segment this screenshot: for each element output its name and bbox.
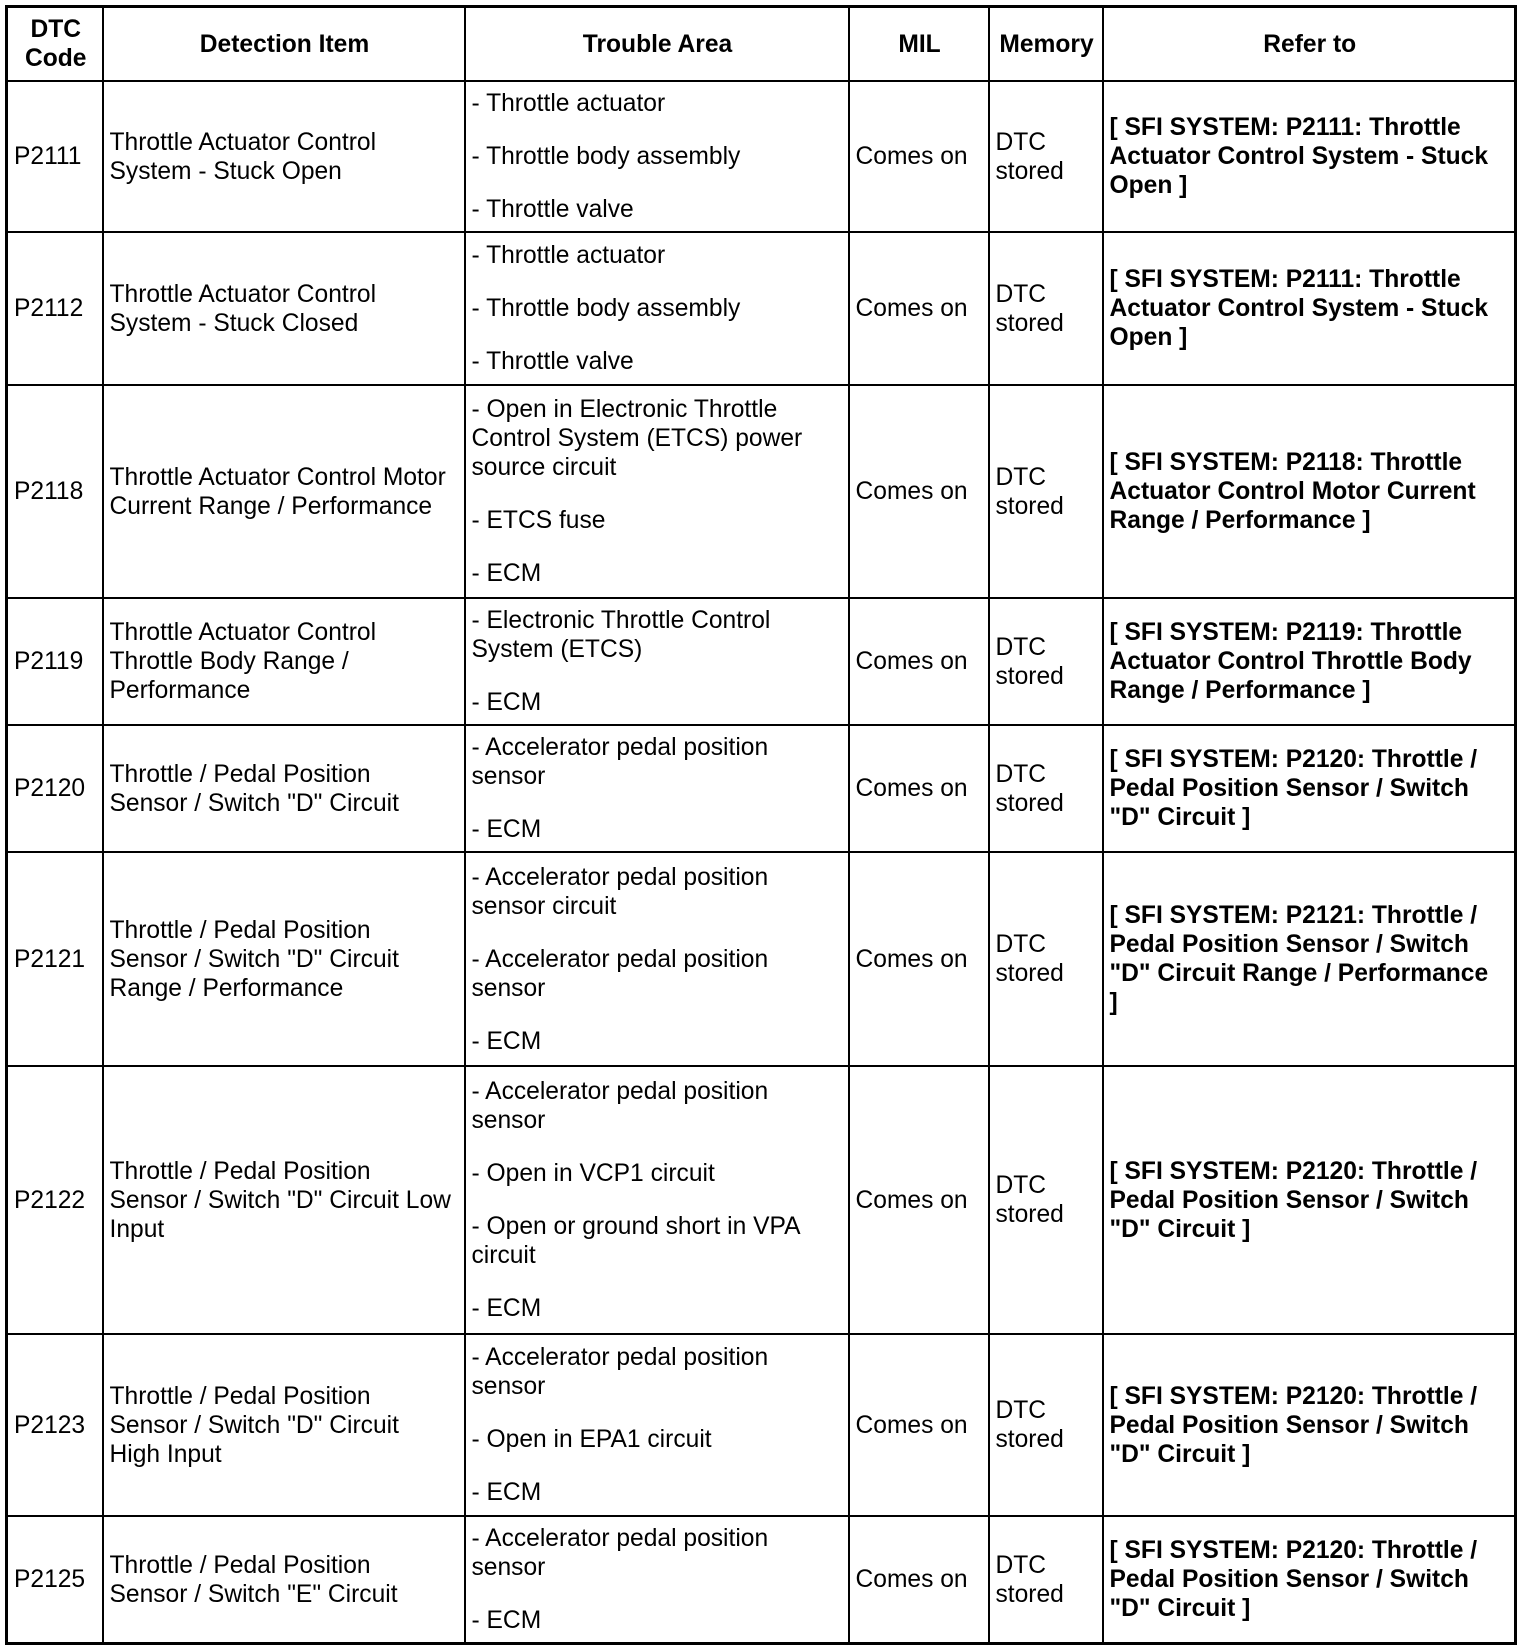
refer-to-link[interactable]: [ SFI SYSTEM: P2121: Throttle / Pedal Position Sensor / Switch "D" Circuit Range / Performance ] [1109,902,1489,1016]
table-row [7,81,1516,232]
cell-refer-to [1103,852,1516,1066]
trouble-area-item: - Accelerator pedal position sensor [471,945,769,1002]
trouble-area-item: - Accelerator pedal position sensor [471,1525,769,1581]
cell-mil: Comes on [849,81,989,232]
cell-refer-to [1103,725,1516,852]
cell-dtc-code: P2111 [7,81,103,232]
header-refer-to: Refer to [1103,7,1516,82]
cell-detection-item: Throttle Actuator Control System - Stuck Open [103,81,465,232]
trouble-area-item: - Open in VCP1 circuit [471,1160,715,1187]
trouble-area-item: - ECM [471,1295,542,1322]
cell-trouble-area [465,725,849,852]
cell-memory: DTC stored [989,852,1103,1066]
table-row [7,1334,1516,1516]
cell-detection-item: Throttle / Pedal Position Sensor / Switch "D" Circuit Low Input [103,1066,465,1334]
cell-trouble-area [465,81,849,232]
cell-detection-item: Throttle / Pedal Position Sensor / Switch "D" Circuit High Input [103,1334,465,1516]
cell-memory: DTC stored [989,1066,1103,1334]
cell-detection-item: Throttle / Pedal Position Sensor / Switch "D" Circuit [103,725,465,852]
cell-mil: Comes on [849,725,989,852]
trouble-area-item: - Throttle valve [471,348,634,375]
cell-memory: DTC stored [989,725,1103,852]
cell-memory: DTC stored [989,1516,1103,1644]
header-row [7,7,1516,82]
cell-trouble-area [465,385,849,598]
cell-dtc-code: P2120 [7,725,103,852]
trouble-area-item: - ECM [471,816,542,843]
cell-dtc-code: P2119 [7,598,103,725]
header-dtc-code: DTC Code [7,7,103,82]
trouble-area-item: - Accelerator pedal position sensor [471,1078,769,1134]
trouble-area-item: - Accelerator pedal position sensor [471,734,769,790]
refer-to-link[interactable]: [ SFI SYSTEM: P2120: Throttle / Pedal Position Sensor / Switch "D" Circuit ] [1109,1382,1478,1468]
trouble-area-item: - Throttle body assembly [471,143,741,170]
cell-trouble-area [465,852,849,1066]
header-mil: MIL [849,7,989,82]
cell-refer-to [1103,232,1516,385]
cell-memory: DTC stored [989,598,1103,725]
cell-dtc-code: P2122 [7,1066,103,1334]
header-trouble-area: Trouble Area [465,7,849,82]
cell-mil: Comes on [849,232,989,385]
trouble-area-item: - Open in EPA1 circuit [471,1426,712,1453]
trouble-area-item: - Electronic Throttle Control System (ETCS) [471,607,771,663]
cell-mil: Comes on [849,1516,989,1644]
cell-memory: DTC stored [989,81,1103,232]
cell-refer-to [1103,598,1516,725]
refer-to-link[interactable]: [ SFI SYSTEM: P2120: Throttle / Pedal Position Sensor / Switch "D" Circuit ] [1109,746,1478,831]
cell-detection-item: Throttle Actuator Control Throttle Body Range / Performance [103,598,465,725]
cell-refer-to [1103,1334,1516,1516]
cell-mil: Comes on [849,852,989,1066]
table-row [7,1066,1516,1334]
cell-dtc-code: P2123 [7,1334,103,1516]
trouble-area-item: - ECM [471,560,542,587]
refer-to-link[interactable]: [ SFI SYSTEM: P2118: Throttle Actuator Control Motor Current Range / Performance ] [1109,449,1476,534]
cell-refer-to [1103,385,1516,598]
header-detection-item: Detection Item [103,7,465,82]
cell-trouble-area [465,1334,849,1516]
trouble-area-item: - ETCS fuse [471,507,606,534]
trouble-area-item: - Open or ground short in VPA circuit [471,1213,801,1269]
header-memory: Memory [989,7,1103,82]
dtc-table [5,5,1517,1645]
cell-refer-to [1103,81,1516,232]
table-row [7,852,1516,1066]
table-row [7,725,1516,852]
cell-dtc-code: P2121 [7,852,103,1066]
cell-detection-item: Throttle Actuator Control Motor Current Range / Performance [103,385,465,598]
cell-dtc-code: P2112 [7,232,103,385]
table-row [7,385,1516,598]
cell-mil: Comes on [849,598,989,725]
cell-mil: Comes on [849,1334,989,1516]
trouble-area-item: - Accelerator pedal position sensor circuit [471,863,769,920]
cell-detection-item: Throttle / Pedal Position Sensor / Switch "D" Circuit Range / Performance [103,852,465,1066]
refer-to-link[interactable]: [ SFI SYSTEM: P2119: Throttle Actuator Control Throttle Body Range / Performance ] [1109,619,1472,704]
cell-memory: DTC stored [989,232,1103,385]
cell-mil: Comes on [849,1066,989,1334]
table-header [7,7,1516,82]
refer-to-link[interactable]: [ SFI SYSTEM: P2111: Throttle Actuator Control System - Stuck Open ] [1109,114,1489,199]
refer-to-link[interactable]: [ SFI SYSTEM: P2120: Throttle / Pedal Position Sensor / Switch "D" Circuit ] [1109,1537,1478,1622]
cell-refer-to [1103,1066,1516,1334]
trouble-area-item: - Open in Electronic Throttle Control System (ETCS) power source circuit [471,396,803,481]
cell-detection-item: Throttle Actuator Control System - Stuck Closed [103,232,465,385]
cell-dtc-code: P2118 [7,385,103,598]
trouble-area-item: - Accelerator pedal position sensor [471,1344,769,1400]
cell-memory: DTC stored [989,1334,1103,1516]
trouble-area-item: - ECM [471,1479,542,1506]
trouble-area-item: - ECM [471,689,542,716]
cell-trouble-area [465,1066,849,1334]
cell-dtc-code: P2125 [7,1516,103,1644]
cell-detection-item: Throttle / Pedal Position Sensor / Switch "E" Circuit [103,1516,465,1644]
trouble-area-item: - ECM [471,1027,542,1055]
trouble-area-item: - Throttle valve [471,196,634,223]
table-row [7,598,1516,725]
refer-to-link[interactable]: [ SFI SYSTEM: P2120: Throttle / Pedal Position Sensor / Switch "D" Circuit ] [1109,1157,1478,1243]
table-row [7,232,1516,385]
table-row [7,1516,1516,1644]
refer-to-link[interactable]: [ SFI SYSTEM: P2111: Throttle Actuator Control System - Stuck Open ] [1109,266,1489,351]
table-body [7,81,1516,1644]
trouble-area-item: - Throttle body assembly [471,295,741,322]
trouble-area-item: - Throttle actuator [471,90,666,117]
cell-refer-to [1103,1516,1516,1644]
cell-trouble-area [465,232,849,385]
trouble-area-item: - ECM [471,1607,542,1634]
cell-mil: Comes on [849,385,989,598]
cell-trouble-area [465,598,849,725]
trouble-area-item: - Throttle actuator [471,242,666,269]
cell-memory: DTC stored [989,385,1103,598]
cell-trouble-area [465,1516,849,1644]
